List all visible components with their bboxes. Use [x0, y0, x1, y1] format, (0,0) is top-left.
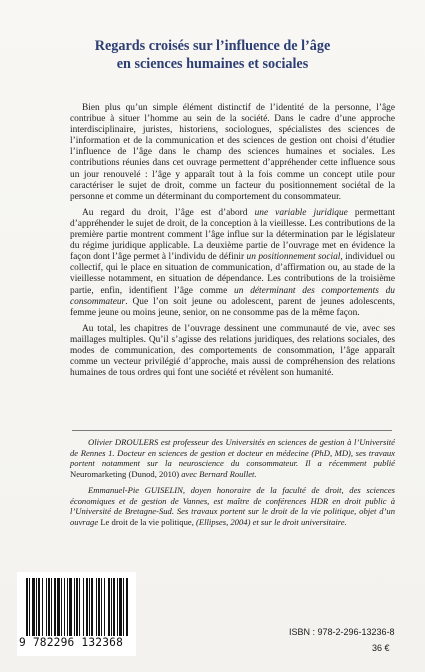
bio-guiselin	[70, 485, 395, 527]
barcode-bars	[26, 578, 130, 636]
cover-title	[20, 37, 405, 73]
barcode-bar	[128, 578, 129, 636]
bio-guiselin-text-2: , (Ellipses, 2004) et sur le droit universitaire.	[191, 516, 347, 527]
barcode	[17, 572, 136, 656]
author-name-droulers: Olivier DROULERS	[88, 437, 159, 447]
title-line-2: en sciences humaines et sociales	[116, 56, 309, 72]
bio-guiselin-book: Le droit de la vie politique	[100, 516, 192, 527]
author-bios	[70, 437, 395, 533]
p2-text-g: . Que l’on soit jeune ou adolescent, parent de jeunes adolescents, femme jeune ou moins jeune, senior, on ne consomme pas de la même façon.	[70, 296, 395, 318]
author-name-guiselin: Emmanuel-Pie GUISELIN	[88, 485, 183, 495]
title-line-1: Regards croisés sur l’influence de l’âge	[94, 38, 331, 54]
bio-droulers-text-2: avec Bernard Roullet.	[179, 468, 257, 479]
isbn: ISBN : 978-2-296-13236-8	[289, 627, 395, 637]
p2-text-a: Au regard du droit, l’âge est d’abord	[82, 207, 255, 218]
blurb	[70, 103, 395, 384]
bio-guiselin-text-1: , doyen honoraire de la faculté de droit, des sciences économiques et de gestion de Vannes, est maître de conférences HDR en droit public à l’Université de Bretagne-Sud. Ses travaux portent sur le droit de la vie politique, objet d’un ouvrage	[70, 485, 395, 527]
price: 36 €	[372, 643, 390, 653]
p2-emphasis-consommateur: un déterminant des comportements du consommateur	[70, 285, 395, 307]
blurb-paragraph-3: Au total, les chapitres de l’ouvrage dessinent une communauté de vie, avec ses maillages multiples. Qu’il s’agisse des relations juridiques, des relations sociales, des modes de communication, des comportements de consommation, l’âge apparaît comme un vecteur privilégié d’approche, mais aussi de compréhension des relations humaines de tous ordres qui font une société et révèlent son humanité.	[70, 323, 395, 379]
p2-text-c: permettant d’appréhender le sujet de droit, de la conception à la vieillesse. Les contributions de la première partie montrent comment l’âge influe sur la détermination par le législateur du régime juridique applicable. La deuxième partie de l’ouvrage met en évidence la façon dont l’âge permet à l’individu de définir	[70, 207, 395, 263]
bio-droulers-book: Neuromarketing (Dunod, 2010)	[70, 468, 180, 479]
bio-droulers	[70, 437, 395, 479]
blurb-paragraph-2	[70, 208, 395, 319]
bio-droulers-text-1: est professeur des Universités en sciences de gestion à l’Université de Rennes 1. Docteur en sciences de gestion et docteur en médecine (PhD, MD), ses travaux portent notamment sur la neuroscience du consommateur. Il a récemment publié	[70, 437, 395, 468]
blurb-paragraph-1: Bien plus qu’un simple élément distinctif de l’identité de la personne, l’âge contribue à situer l’homme au sein de la société. Dans le cadre d’une approche interdisciplinaire, juristes, historiens, sociologues, spécialistes des sciences de l’information et de la communication et des sciences de gestion ont choisi d’étudier l’influence de l’âge dans le champ des sciences humaines et sociales. Les contributions réunies dans cet ouvrage permettent d’appréhender cette influence sous un jour renouvelé : l’âge y apparaît tout à la fois comme un concept utile pour caractériser le sujet de droit, comme un facteur du positionnement sociétal de la personne et comme un déterminant du comportement du consommateur.	[70, 103, 395, 202]
divider	[72, 430, 392, 431]
p2-emphasis-social: un positionnement social	[246, 252, 341, 263]
barcode-digits: 9 782296 132368	[19, 636, 124, 649]
p2-text-e: , individuel ou collectif, qui le place en situation de communication, d’affirmation ou, au stade de la vieillesse notamment, en situation de dépendance. Les contributions de la troisième partie, enfin, identifient l’âge comme	[70, 252, 395, 296]
p2-emphasis-juridique: une variable juridique	[254, 207, 348, 218]
